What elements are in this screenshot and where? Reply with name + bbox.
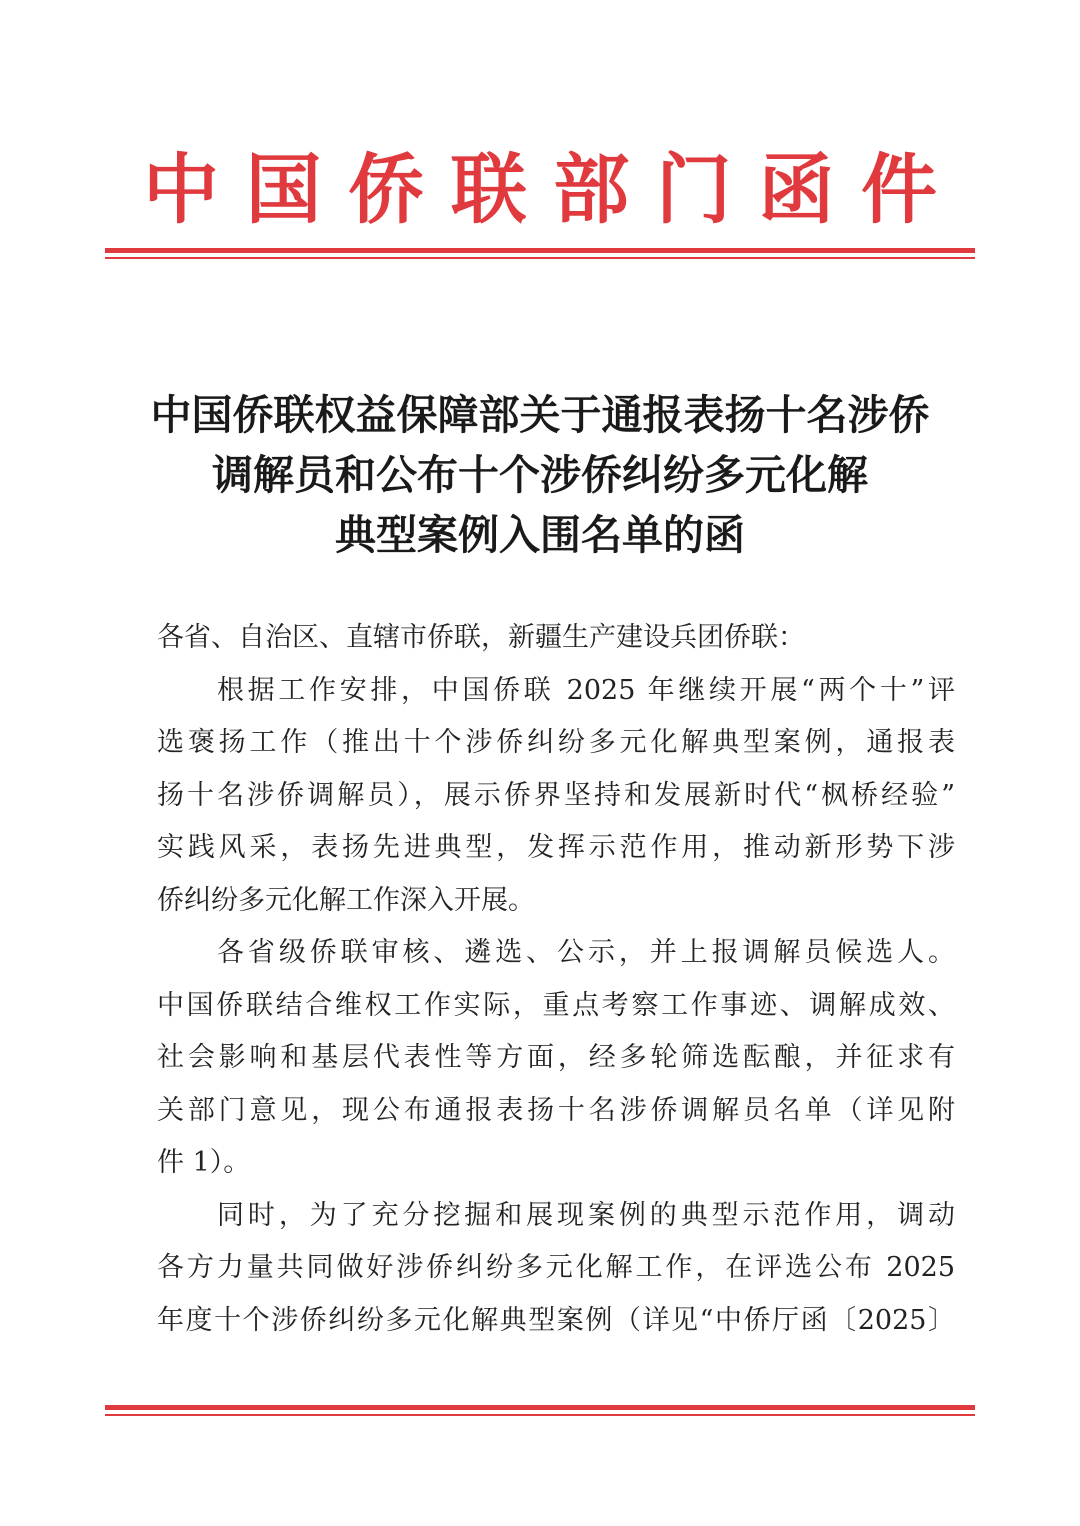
letterhead-char: 部 (553, 145, 630, 234)
body-line: 实践风采，表扬先进典型，发挥示范作用，推动新形势下涉 (157, 832, 955, 863)
body-line: 关部门意见，现公布通报表扬十名涉侨调解员名单（详见附 (157, 1094, 955, 1126)
body-line: 各省级侨联审核、遴选、公示，并上报调解员候选人。 (217, 937, 955, 968)
footer-divider-thick (105, 1405, 975, 1410)
document-title (100, 385, 980, 565)
letterhead-char: 件 (860, 145, 937, 234)
body-line: 件 1）。 (157, 1147, 251, 1178)
title-line: 调解员和公布十个涉侨纠纷多元化解 (212, 451, 868, 499)
body-line: 同时，为了充分挖掘和展现案例的典型示范作用，调动 (217, 1199, 955, 1231)
body-line: 各方力量共同做好涉侨纠纷多元化解工作，在评选公布 2025 (157, 1252, 955, 1283)
letterhead-char: 门 (655, 145, 732, 234)
body-line: 年度十个涉侨纠纷多元化解典型案例（详见“中侨厅函〔2025〕 (157, 1304, 955, 1336)
body-line: 根据工作安排，中国侨联 2025 年继续开展“两个十”评 (217, 674, 955, 706)
document-body (157, 612, 955, 1347)
letterhead-char: 国 (245, 145, 322, 234)
letterhead-char: 联 (450, 145, 527, 234)
title-line: 中国侨联权益保障部关于通报表扬十名涉侨 (150, 391, 930, 439)
title-line: 典型案例入围名单的函 (335, 511, 745, 559)
header-divider-thick (105, 248, 975, 253)
body-line: 扬十名涉侨调解员），展示侨界坚持和发展新时代“枫桥经验” (157, 779, 955, 811)
letterhead-char: 中 (143, 145, 219, 234)
salutation: 各省、自治区、直辖市侨联，新疆生产建设兵团侨联： (157, 622, 805, 653)
footer-divider-thin (105, 1414, 975, 1416)
letterhead-char: 函 (758, 145, 835, 234)
body-line: 中国侨联结合维权工作实际，重点考察工作事迹、调解成效、 (157, 989, 955, 1021)
body-line: 侨纠纷多元化解工作深入开展。 (157, 884, 535, 916)
letterhead-char: 侨 (348, 145, 425, 234)
header-divider-thin (105, 257, 975, 259)
letterhead-title (105, 140, 975, 240)
body-line: 社会影响和基层代表性等方面，经多轮筛选酝酿，并征求有 (157, 1042, 955, 1073)
body-line: 选褒扬工作（推出十个涉侨纠纷多元化解典型案例，通报表 (157, 727, 955, 758)
